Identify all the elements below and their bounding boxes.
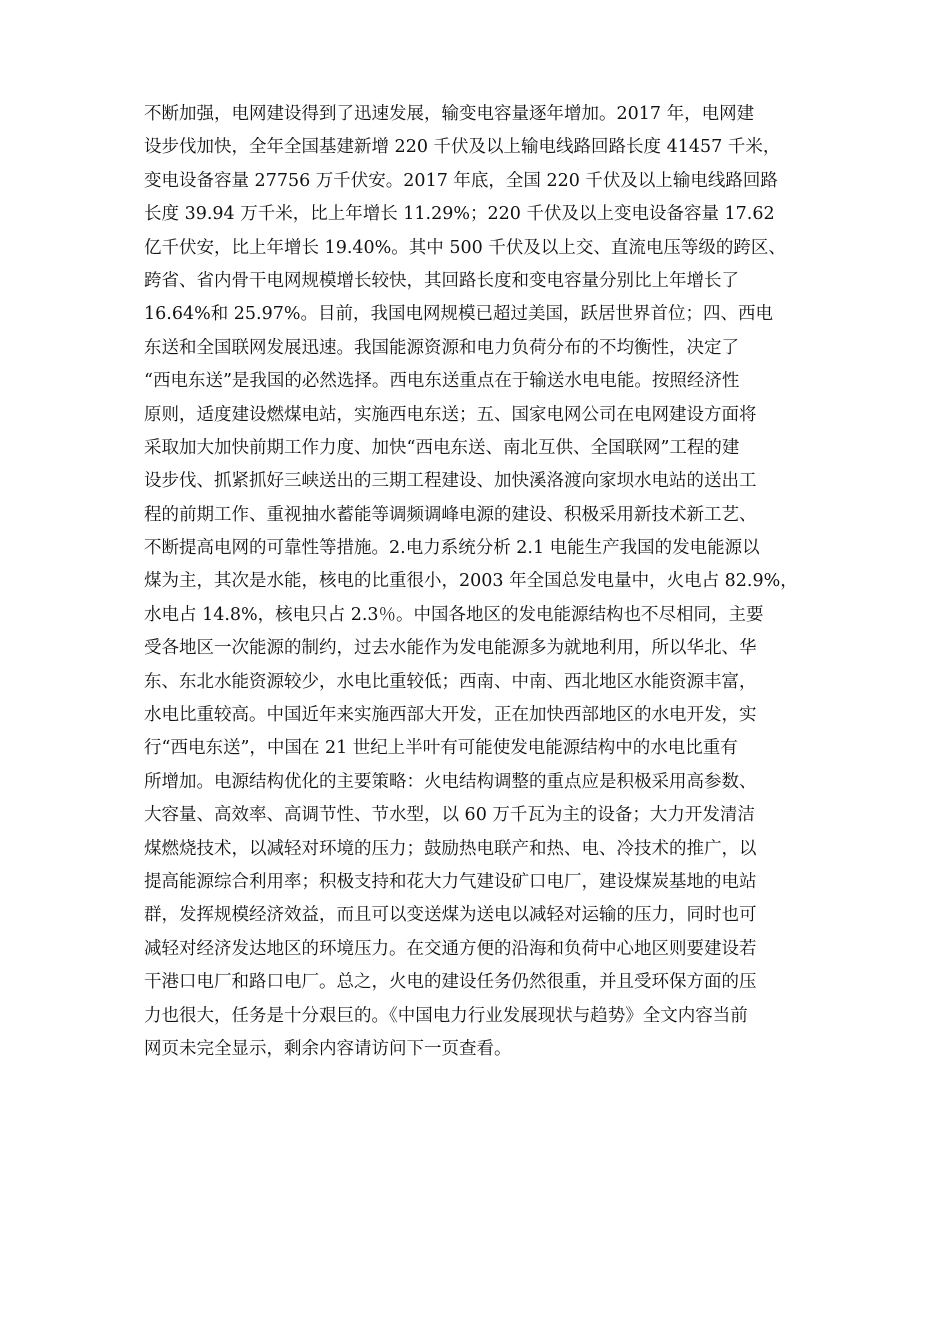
text-line: 受各地区一次能源的制约，过去水能作为发电能源多为就地利用，所以华北、华 <box>144 638 757 659</box>
text-line: 大容量、高效率、高调节性、节水型，以 60 万千瓦为主的设备；大力开发清洁 <box>144 805 755 826</box>
text-line: 不断加强，电网建设得到了迅速发展，输变电容量逐年增加。2017 年，电网建 <box>144 104 755 124</box>
text-line: 减轻对经济发达地区的环境压力。在交通方便的沿海和负荷中心地区则要建设若 <box>144 938 757 959</box>
text-line: 力也很大，任务是十分艰巨的。《中国电力行业发展现状与趋势》全文内容当前 <box>144 1005 748 1026</box>
text-line: 行“西电东送”，中国在 21 世纪上半叶有可能使发电能源结构中的水电比重有 <box>144 738 738 759</box>
text-line: “西电东送”是我国的必然选择。西电东送重点在于输送水电电能。按照经济性 <box>144 371 740 392</box>
text-line: 跨省、省内骨干电网规模增长较快，其回路长度和变电容量分别比上年增长了 <box>144 270 739 291</box>
text-line: 水电比重较高。中国近年来实施西部大开发，正在加快西部地区的水电开发，实 <box>144 705 757 726</box>
text-line: 煤为主，其次是水能，核电的比重很小，2003 年全国总发电量中，火电占 82.9%， <box>144 571 798 592</box>
text-line: 设步伐加快，全年全国基建新增 220 千伏及以上输电线路回路长度 41457 千米， <box>144 137 781 158</box>
text-line: 所增加。电源结构优化的主要策略：火电结构调整的重点应是积极采用高参数、 <box>144 771 757 792</box>
text-line: 采取加大加快前期工作力度、加快“西电东送、南北互供、全国联网”工程的建 <box>144 437 740 458</box>
text-line: 16.64%和 25.97%。目前，我国电网规模已超过美国，跃居世界首位；四、西电 <box>144 304 774 325</box>
text-line: 东送和全国联网发展迅速。我国能源资源和电力负荷分布的不均衡性，决定了 <box>144 337 739 358</box>
text-line: 不断提高电网的可靠性等措施。2.电力系统分析 2.1 电能生产我国的发电能源以 <box>144 538 760 559</box>
body-text <box>144 98 834 1066</box>
text-line: 水电占 14.8%，核电只占 2.3％。中国各地区的发电能源结构也不尽相同，主要 <box>144 604 764 625</box>
text-line: 设步伐、抓紧抓好三峡送出的三期工程建设、加快溪洛渡向家坝水电站的送出工 <box>144 471 757 492</box>
text-line: 干港口电厂和路口电厂。总之，火电的建设任务仍然很重，并且受环保方面的压 <box>144 972 757 993</box>
text-line: 长度 39.94 万千米，比上年增长 11.29%；220 千伏及以上变电设备容量 17.62 <box>144 204 775 225</box>
text-line: 亿千伏安，比上年增长 19.40%。其中 500 千伏及以上交、直流电压等级的跨区、 <box>144 237 786 258</box>
text-line: 程的前期工作、重视抽水蓄能等调频调峰电源的建设、积极采用新技术新工艺、 <box>144 504 757 525</box>
text-line: 提高能源综合利用率；积极支持和花大力气建设矿口电厂，建设煤炭基地的电站 <box>144 871 757 892</box>
text-line: 网页未完全显示，剩余内容请访问下一页查看。 <box>144 1038 512 1059</box>
text-line: 群，发挥规模经济效益，而且可以变送煤为送电以减轻对运输的压力，同时也可 <box>144 905 757 926</box>
text-line: 煤燃烧技术，以减轻对环境的压力；鼓励热电联产和热、电、冷技术的推广，以 <box>144 838 757 859</box>
text-line: 东、东北水能资源较少，水电比重较低；西南、中南、西北地区水能资源丰富， <box>144 671 757 692</box>
text-line: 变电设备容量 27756 万千伏安。2017 年底，全国 220 千伏及以上输电线路回路 <box>144 170 778 191</box>
text-line: 原则，适度建设燃煤电站，实施西电东送；五、国家电网公司在电网建设方面将 <box>144 404 757 425</box>
